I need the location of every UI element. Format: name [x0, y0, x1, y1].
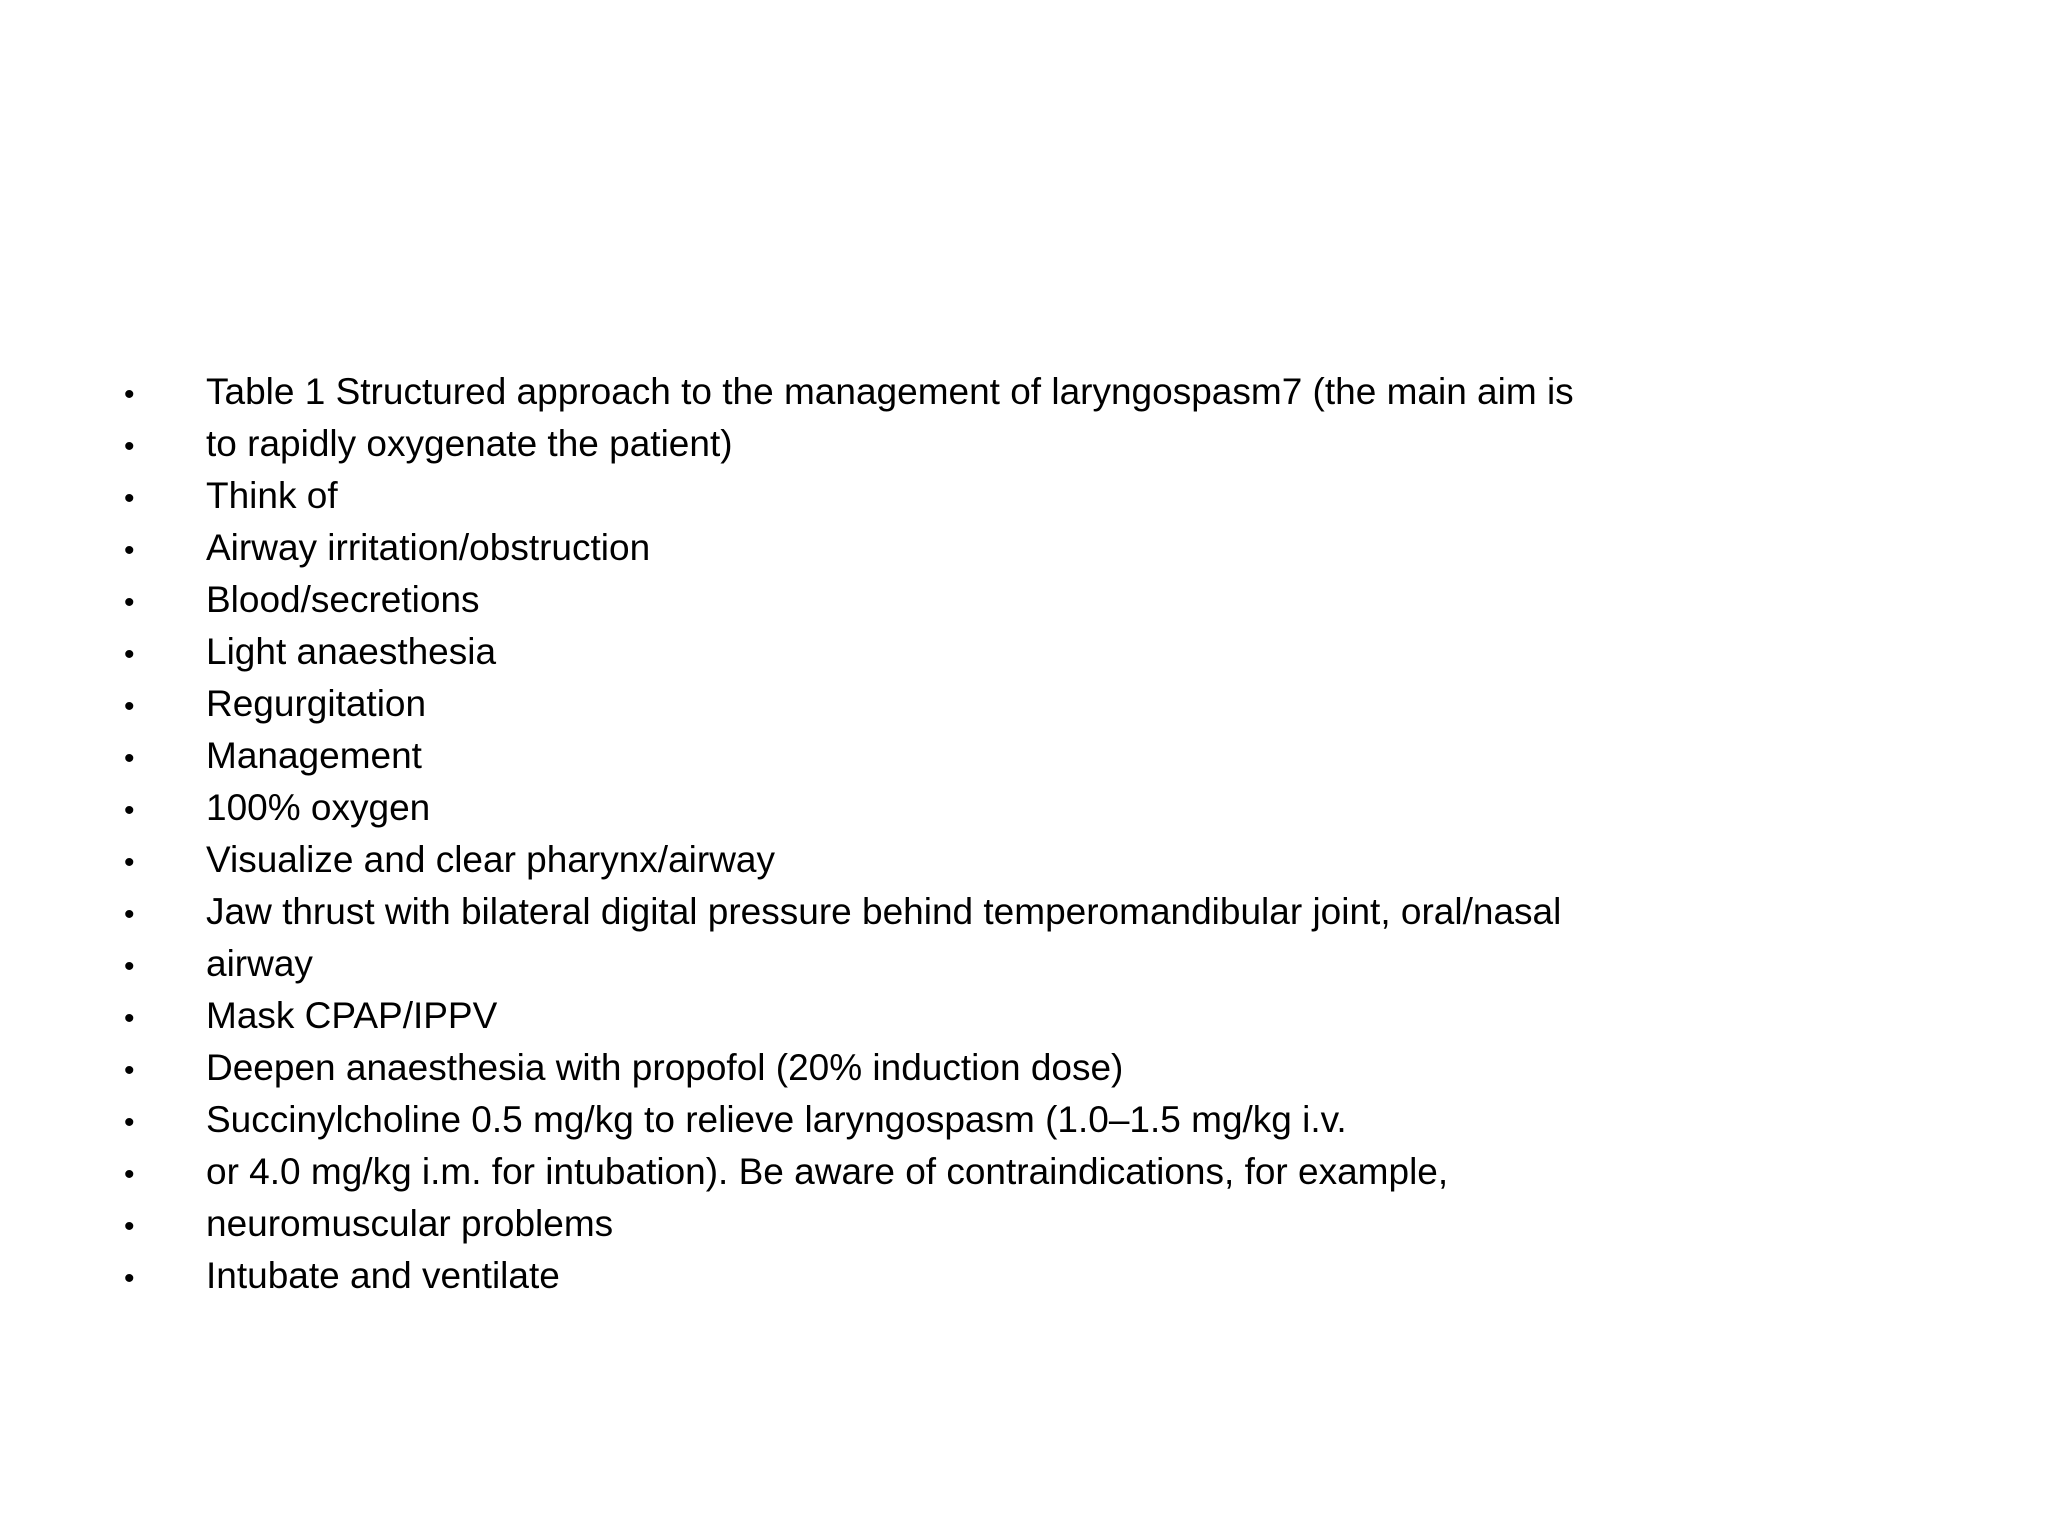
list-item: [120, 1042, 1740, 1094]
list-item-text: airway: [206, 943, 313, 984]
bullet-list: [120, 366, 1740, 1302]
list-item: [120, 574, 1740, 626]
list-item: [120, 1250, 1740, 1302]
list-item: [120, 418, 1740, 470]
bullet-icon: •: [124, 690, 135, 723]
bullet-icon: •: [124, 1054, 135, 1087]
list-item-text: Visualize and clear pharynx/airway: [206, 839, 776, 880]
bullet-icon: •: [124, 430, 135, 463]
list-item-text: Succinylcholine 0.5 mg/kg to relieve laryngospasm (1.0–1.5 mg/kg i.v.: [206, 1099, 1347, 1140]
list-item-text: Light anaesthesia: [206, 631, 497, 672]
bullet-icon: •: [124, 950, 135, 983]
bullet-icon: •: [124, 898, 135, 931]
list-item-text: neuromuscular problems: [206, 1203, 614, 1244]
bullet-icon: •: [124, 482, 135, 515]
bullet-icon: •: [124, 638, 135, 671]
list-item: [120, 886, 1740, 938]
bullet-icon: •: [124, 1002, 135, 1035]
list-item-text: Table 1 Structured approach to the management of laryngospasm7 (the main aim is: [206, 371, 1574, 412]
list-item-text: Mask CPAP/IPPV: [206, 995, 498, 1036]
list-item: [120, 1198, 1740, 1250]
list-item: [120, 730, 1740, 782]
list-item: [120, 1094, 1740, 1146]
bullet-icon: •: [124, 534, 135, 567]
list-item-text: Deepen anaesthesia with propofol (20% induction dose): [206, 1047, 1124, 1088]
list-item-text: 100% oxygen: [206, 787, 431, 828]
bullet-icon: •: [124, 1262, 135, 1295]
bullet-icon: •: [124, 586, 135, 619]
bullet-icon: •: [124, 794, 135, 827]
list-item-text: Regurgitation: [206, 683, 427, 724]
bullet-icon: •: [124, 742, 135, 775]
list-item: [120, 470, 1740, 522]
list-item-text: Airway irritation/obstruction: [206, 527, 651, 568]
list-item: [120, 678, 1740, 730]
bullet-icon: •: [124, 846, 135, 879]
bullet-icon: •: [124, 1106, 135, 1139]
list-item: [120, 782, 1740, 834]
list-item-text: Jaw thrust with bilateral digital pressure behind temperomandibular joint, oral/nasal: [206, 891, 1562, 932]
list-item: [120, 522, 1740, 574]
list-item-text: Management: [206, 735, 422, 776]
bullet-icon: •: [124, 1158, 135, 1191]
list-item: [120, 366, 1740, 418]
bullet-icon: •: [124, 378, 135, 411]
list-item-text: Intubate and ventilate: [206, 1255, 560, 1296]
bullet-icon: •: [124, 1210, 135, 1243]
list-item-text: or 4.0 mg/kg i.m. for intubation). Be aware of contraindications, for example,: [206, 1151, 1449, 1192]
list-item: [120, 834, 1740, 886]
list-item-text: to rapidly oxygenate the patient): [206, 423, 733, 464]
list-item: [120, 1146, 1740, 1198]
list-item-text: Think of: [206, 475, 338, 516]
list-item: [120, 990, 1740, 1042]
list-item-text: Blood/secretions: [206, 579, 480, 620]
list-item: [120, 626, 1740, 678]
list-item: [120, 938, 1740, 990]
